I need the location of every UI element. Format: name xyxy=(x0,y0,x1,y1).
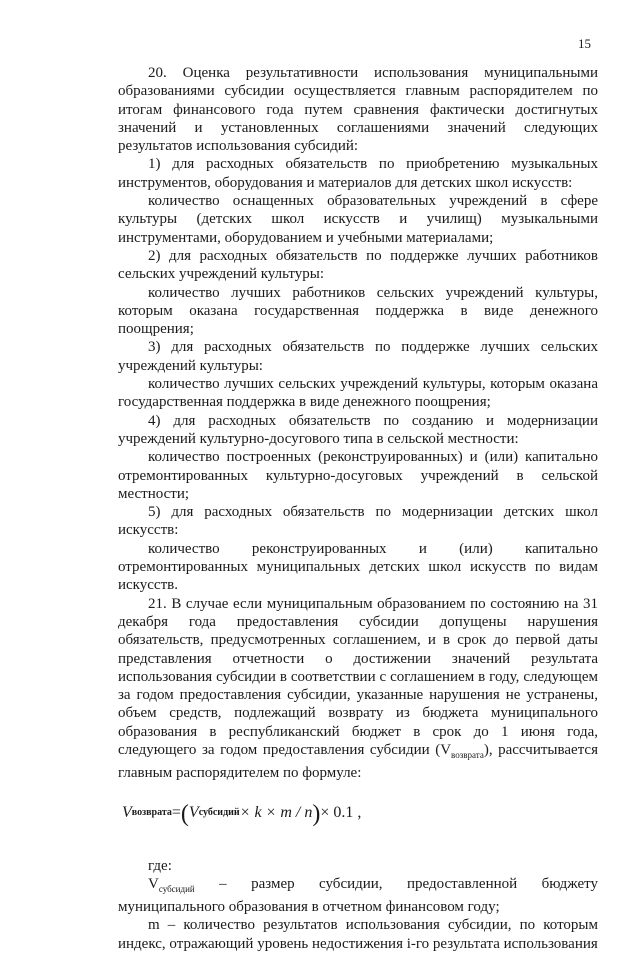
paragraph-item-3-result: количество лучших сельских учреждений культуры, которым оказана государственная поддержка в виде денежного поощрения; xyxy=(118,376,598,411)
definition-v: V xyxy=(148,875,159,892)
paragraph-item-1: 1) для расходных обязательств по приобретению музыкальных инструментов, оборудования и материалов для детских школ искусств: xyxy=(118,156,598,191)
definition-m: m – количество результатов использования субсидии, по которым индекс, отражающий уровень недостижения i-го результата использования xyxy=(118,917,598,952)
formula-left-paren: ( xyxy=(180,800,189,827)
formula-v-subsidy: V xyxy=(188,804,199,822)
paragraph-21-subscript: возврата xyxy=(451,749,484,760)
return-formula xyxy=(118,783,598,845)
paragraph-item-3: 3) для расходных обязательств по поддержке лучших сельских учреждений культуры: xyxy=(118,339,598,374)
definition-v-text: – размер субсидии, предоставленной бюджету муниципального образования в отчетном финансовом году; xyxy=(118,875,598,916)
document-body xyxy=(118,64,598,953)
formula-right-paren: ) xyxy=(312,800,321,827)
paragraph-21-tail: ), рассчитывается главным распорядителем по формуле: xyxy=(118,741,598,782)
definition-v-subsidy xyxy=(118,875,598,917)
formula-tail: × 0.1 , xyxy=(320,804,362,822)
where-label: где: xyxy=(148,857,172,874)
paragraph-21 xyxy=(118,595,598,783)
paragraph-item-5: 5) для расходных обязательств по модернизации детских школ искусств: xyxy=(118,504,598,539)
paragraph-item-2-result: количество лучших работников сельских учреждений культуры, которым оказана государственная поддержка в виде денежного поощрения; xyxy=(118,284,598,338)
paragraph-item-4-result: количество построенных (реконструированных) и (или) капитально отремонтированных культурно-досуговых учреждений в сельской местности; xyxy=(118,449,598,502)
page-number: 15 xyxy=(578,36,591,51)
formula-sub-subsidy: субсидий xyxy=(198,807,240,819)
paragraph-item-4: 4) для расходных обязательств по созданию и модернизации учреждений культурно-досугового типа в сельской местности: xyxy=(118,412,598,447)
formula-sub-return: возврата xyxy=(131,807,172,819)
formula-middle: × k × m / n xyxy=(239,804,313,822)
paragraph-item-1-result: количество оснащенных образовательных учреждений в сфере культуры (детских школ искусств и училищ) музыкальными инструментами, оборудованием и учебными материалами; xyxy=(118,193,598,246)
formula-equals: = xyxy=(171,804,181,822)
paragraph-item-2: 2) для расходных обязательств по поддержке лучших работников сельских учреждений культуры: xyxy=(118,247,598,283)
paragraph-item-5-result: количество реконструированных и (или) капитально отремонтированных муниципальных детских школ искусств по видам искусств. xyxy=(118,540,598,594)
paragraph-20: 20. Оценка результативности использования муниципальными образованиями субсидии осуществляется главным распорядителем по итогам финансового года путем сравнения фактически достигнутых значений и установленных соглашениями значений следующих результатов использования субсидий: xyxy=(118,65,598,155)
paragraph-21-text: 21. В случае если муниципальным образованием по состоянию на 31 декабря года предоставления субсидии допущены нарушения обязательств, предусмотренных соглашением, и в срок до первой даты представления отчетности о достижении значений результата использования субсидии в соответствии с соглашением в году, следующем за годом предоставления субсидии, указанные нарушения не устранены, объем средств, подлежащий возврату из бюджета муниципального образования в республиканский бюджет в срок до 1 июня года, следующего за годом предоставления субсидии (V xyxy=(118,595,598,758)
formula-gap xyxy=(118,845,598,857)
definition-v-subscript: субсидий xyxy=(158,883,195,894)
formula-v-return: V xyxy=(122,804,132,822)
